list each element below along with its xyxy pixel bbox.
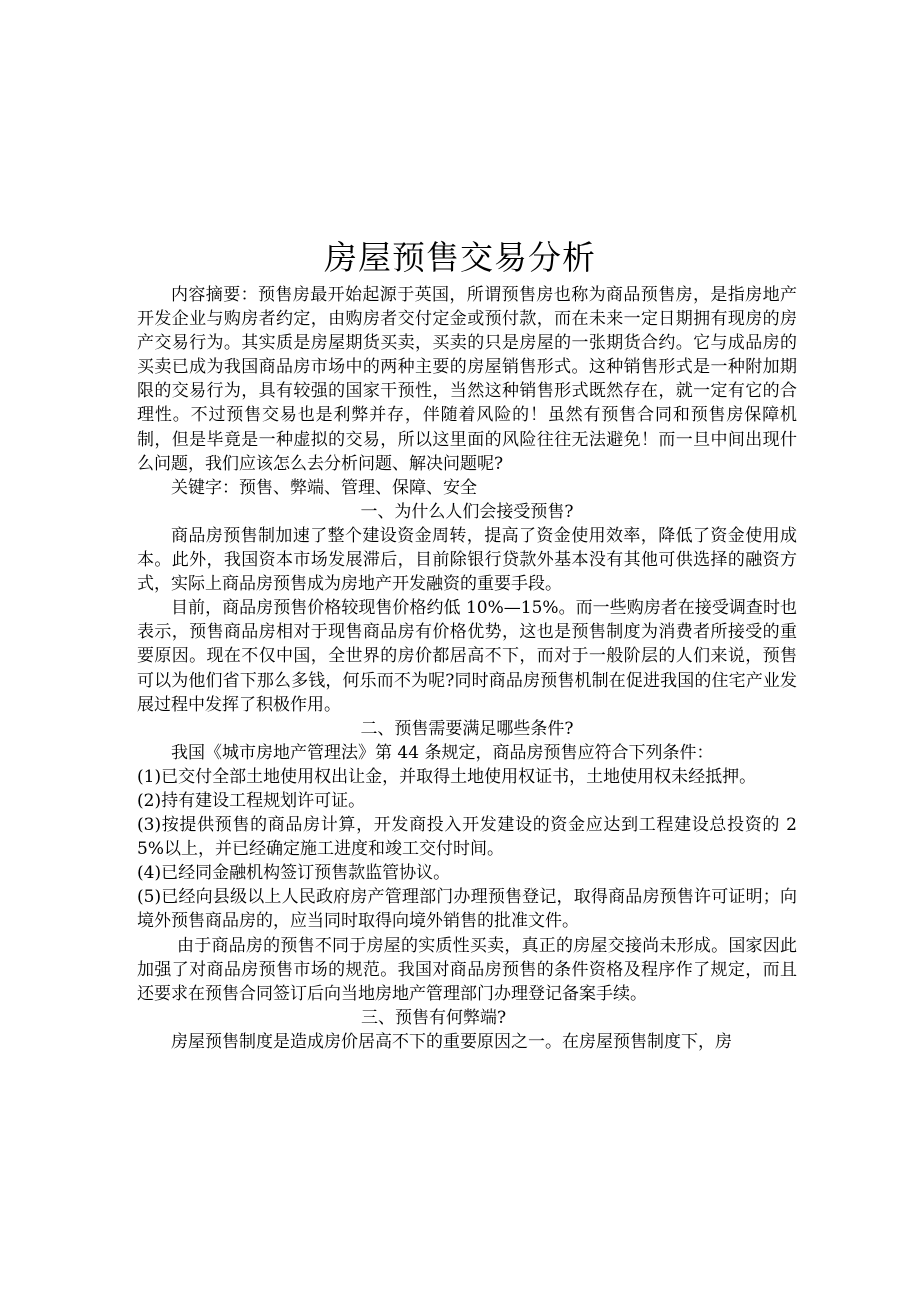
condition-item-4: (4)已经同金融机构签订预售款监管协议。 <box>137 863 451 884</box>
condition-item-1: (1)已交付全部土地使用权出让金，并取得土地使用权证书，土地使用权未经抵押。 <box>137 766 757 787</box>
document-body <box>137 283 797 1054</box>
section1-paragraph-1: 商品房预售制加速了整个建设资金周转，提高了资金使用效率，降低了资金使用成本。此外，我国资本市场发展滞后，目前除银行贷款外基本没有其他可供选择的融资方式，实际上商品房预售成为房地产开发融资的重要手段。 <box>137 525 797 595</box>
condition-item-3: (3)按提供预售的商品房计算，开发商投入开发建设的资金应达到工程建设总投资的 25%以上，并已经确定施工进度和竣工交付时间。 <box>137 815 797 860</box>
document-title: 房屋预售交易分析 <box>324 238 596 277</box>
section-heading-3: 三、预售有何弊端? <box>361 1007 507 1028</box>
condition-item-5: (5)已经向县级以上人民政府房产管理部门办理预售登记，取得商品房预售许可证明；向境外预售商品房的，应当同时取得向境外销售的批准文件。 <box>137 887 797 932</box>
section1-paragraph-2: 目前，商品房预售价格较现售价格约低 10%—15%。而一些购房者在接受调查时也表示，预售商品房相对于现售商品房有价格优势，这也是预售制度为消费者所接受的重要原因。现在不仅中国，全世界的房价都居高不下，而对于一般阶层的人们来说，预售可以为他们省下那么多钱，何乐而不为呢?同时商品房预售机制在促进我国的住宅产业发展过程中发挥了积极作用。 <box>137 598 797 715</box>
keywords-line: 关键字：预售、弊端、管理、保障、安全 <box>171 477 477 498</box>
section3-paragraph: 房屋预售制度是造成房价居高不下的重要原因之一。在房屋预售制度下，房 <box>171 1031 732 1052</box>
section-heading-1: 一、为什么人们会接受预售? <box>360 501 574 522</box>
section-heading-2: 二、预售需要满足哪些条件? <box>360 718 574 739</box>
section2-intro: 我国《城市房地产管理法》第 44 条规定，商品房预售应符合下列条件： <box>171 742 714 763</box>
abstract-paragraph: 内容摘要：预售房最开始起源于英国，所谓预售房也称为商品预售房，是指房地产开发企业与购房者约定，由购房者交付定金或预付款，而在未来一定日期拥有现房的房产交易行为。其实质是房屋期货买卖，买卖的只是房屋的一张期货合约。它与成品房的买卖已成为我国商品房市场中的两种主要的房屋销售形式。这种销售形式是一种附加期限的交易行为，具有较强的国家干预性，当然这种销售形式既然存在，就一定有它的合理性。不过预售交易也是利弊并存，伴随着风险的！虽然有预售合同和预售房保障机制，但是毕竟是一种虚拟的交易，所以这里面的风险往往无法避免！而一旦中间出现什么问题，我们应该怎么去分析问题、解决问题呢? <box>137 285 797 474</box>
section2-closing: 由于商品房的预售不同于房屋的实质性买卖，真正的房屋交接尚未形成。国家因此加强了对商品房预售市场的规范。我国对商品房预售的条件资格及程序作了规定，而且还要求在预售合同签订后向当地房地产管理部门办理登记备案手续。 <box>137 935 797 1004</box>
condition-item-2: (2)持有建设工程规划许可证。 <box>137 790 366 811</box>
